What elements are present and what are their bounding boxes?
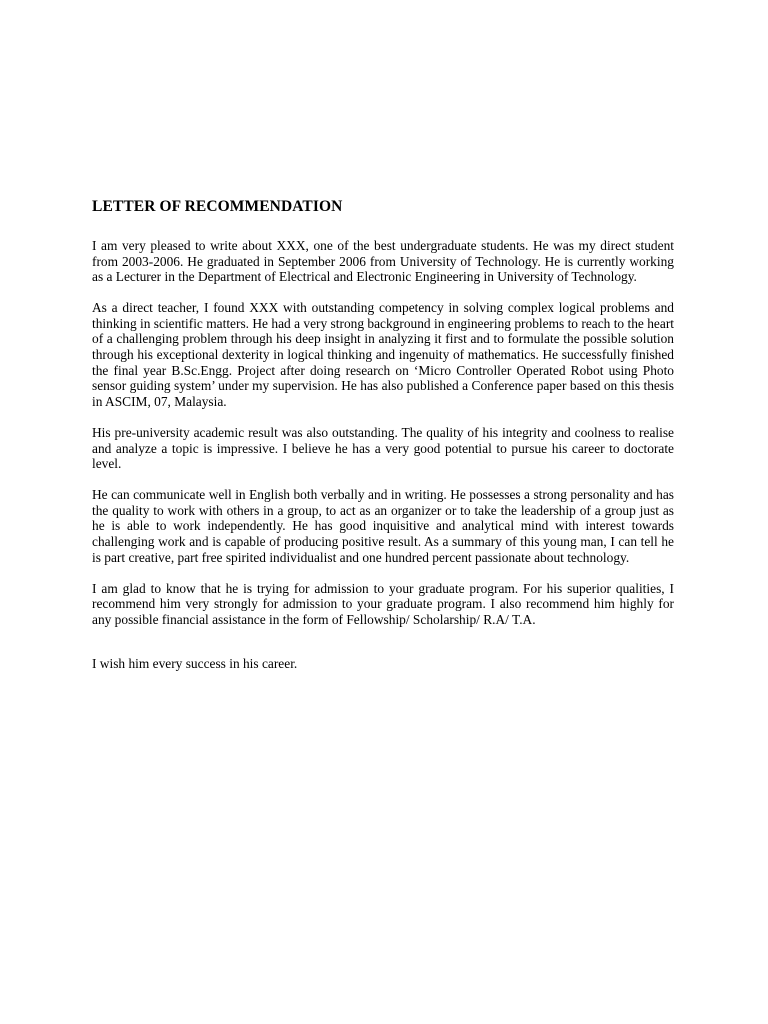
paragraph-competency: As a direct teacher, I found XXX with outstanding competency in solving complex logical problems and thinking in scientific matters. He had a very strong background in engineering problems to reach to the heart of a challenging problem through his deep insight in analyzing it first and to formulate the possible solution through his exceptional dexterity in logical thinking and ingenuity of mathematics. He successfully finished the final year B.Sc.Engg. Project after doing research on ‘Micro Controller Operated Robot using Photo sensor guiding system’ under my supervision. He has also published a Conference paper based on this thesis in ASCIM, 07, Malaysia.	[92, 300, 674, 409]
paragraph-academic-result: His pre-university academic result was also outstanding. The quality of his integrity and coolness to realise and analyze a topic is impressive. I believe he has a very good potential to pursue his career to doctorate level.	[92, 424, 674, 472]
paragraph-introduction: I am very pleased to write about XXX, one of the best undergraduate students. He was my direct student from 2003-2006. He graduated in September 2006 from University of Technology. He is currently working as a Lecturer in the Department of Electrical and Electronic Engineering in University of Technology.	[92, 238, 674, 285]
paragraph-personality: He can communicate well in English both verbally and in writing. He possesses a strong personality and has the quality to work with others in a group, to act as an organizer or to take the leadership of a group just as he is able to work independently. He has good inquisitive and analytical mind with interest towards challenging work and is capable of producing positive result. As a summary of this young man, I can tell he is part creative, part free spirited individualist and one hundred percent passionate about technology.	[92, 487, 674, 565]
letter-body	[92, 197, 674, 688]
paragraph-recommendation: I am glad to know that he is trying for admission to your graduate program. For his superior qualities, I recommend him very strongly for admission to your graduate program. I also recommend him highly for any possible financial assistance in the form of Fellowship/ Scholarship/ R.A/ T.A.	[92, 580, 674, 627]
closing-line: I wish him every success in his career.	[92, 656, 298, 672]
letter-title: LETTER OF RECOMMENDATION	[92, 198, 343, 215]
